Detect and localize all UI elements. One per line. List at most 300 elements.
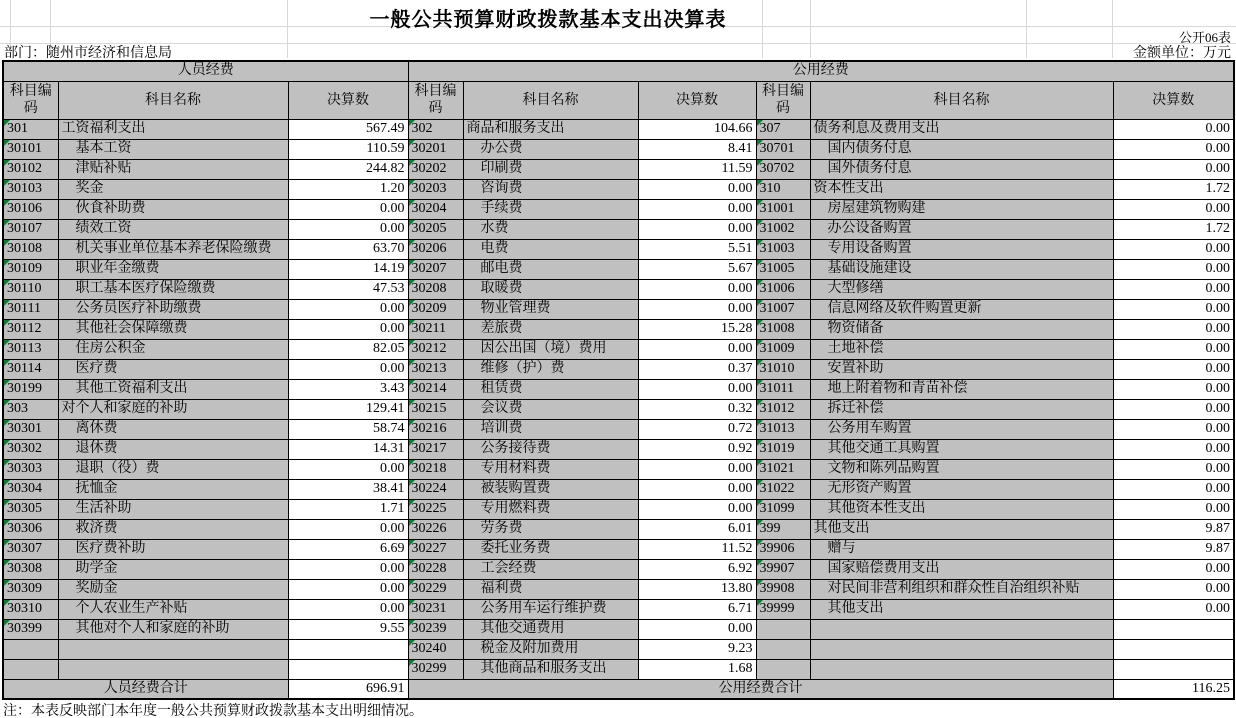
subject-name-cell[interactable]: 离休费 <box>58 419 288 439</box>
subject-code-cell[interactable]: 31001 <box>756 199 810 219</box>
subject-code-cell[interactable] <box>3 659 58 679</box>
table-row <box>3 119 1234 139</box>
amount-cell[interactable]: 0.00 <box>288 299 408 319</box>
subject-code-cell[interactable]: 30207 <box>408 259 463 279</box>
subject-name-cell[interactable]: 救济费 <box>58 519 288 539</box>
footnote: 注：本表反映部门本年度一般公共预算财政拨款基本支出明细情况。 <box>3 704 423 718</box>
amount-cell[interactable]: 0.00 <box>638 179 756 199</box>
subject-name-cell[interactable]: 拆迁补偿 <box>810 399 1113 419</box>
subject-name-cell[interactable]: 公务用车运行维护费 <box>463 599 638 619</box>
amount-cell[interactable]: 5.67 <box>638 259 756 279</box>
col-header-name[interactable]: 科目名称 <box>58 81 288 119</box>
subject-code-cell[interactable]: 30299 <box>408 659 463 679</box>
subject-code-cell[interactable]: 30702 <box>756 159 810 179</box>
subject-name-cell[interactable]: 抚恤金 <box>58 479 288 499</box>
amount-cell[interactable]: 0.00 <box>1113 459 1234 479</box>
subject-name-cell[interactable]: 其他资本性支出 <box>810 499 1113 519</box>
amount-cell[interactable]: 0.00 <box>288 359 408 379</box>
col-header-code[interactable]: 科目编码 <box>3 81 58 119</box>
subject-code-cell[interactable]: 30201 <box>408 139 463 159</box>
subject-code-cell[interactable]: 30224 <box>408 479 463 499</box>
table-row <box>3 439 1234 459</box>
subject-code-cell[interactable]: 30211 <box>408 319 463 339</box>
amount-cell[interactable]: 1.72 <box>1113 219 1234 239</box>
subject-name-cell[interactable]: 其他交通费用 <box>463 619 638 639</box>
amount-cell[interactable]: 0.00 <box>1113 359 1234 379</box>
subject-name-cell[interactable]: 职工基本医疗保险缴费 <box>58 279 288 299</box>
amount-cell[interactable]: 0.00 <box>1113 299 1234 319</box>
table-row <box>3 259 1234 279</box>
amount-cell[interactable]: 0.00 <box>638 219 756 239</box>
table-row <box>3 479 1234 499</box>
subject-name-cell[interactable]: 手续费 <box>463 199 638 219</box>
amount-cell[interactable]: 567.49 <box>288 119 408 139</box>
subject-name-cell[interactable]: 税金及附加费用 <box>463 639 638 659</box>
subject-code-cell[interactable]: 30308 <box>3 559 58 579</box>
table-row <box>3 219 1234 239</box>
amount-cell[interactable]: 0.00 <box>1113 339 1234 359</box>
subject-name-cell[interactable]: 差旅费 <box>463 319 638 339</box>
subject-name-cell[interactable]: 水费 <box>463 219 638 239</box>
subject-name-cell[interactable]: 国家赔偿费用支出 <box>810 559 1113 579</box>
subject-name-cell[interactable]: 因公出国（境）费用 <box>463 339 638 359</box>
subject-code-cell[interactable]: 39906 <box>756 539 810 559</box>
subject-name-cell[interactable]: 租赁费 <box>463 379 638 399</box>
subject-code-cell[interactable]: 30302 <box>3 439 58 459</box>
subject-code-cell[interactable]: 39999 <box>756 599 810 619</box>
subject-code-cell[interactable]: 31013 <box>756 419 810 439</box>
subject-name-cell[interactable]: 基础设施建设 <box>810 259 1113 279</box>
amount-cell[interactable]: 9.87 <box>1113 519 1234 539</box>
amount-cell[interactable]: 0.00 <box>288 319 408 339</box>
amount-cell[interactable]: 11.52 <box>638 539 756 559</box>
subject-code-cell[interactable]: 310 <box>756 179 810 199</box>
subject-code-cell[interactable]: 30306 <box>3 519 58 539</box>
subject-code-cell[interactable]: 31099 <box>756 499 810 519</box>
table-row <box>3 579 1234 599</box>
amount-cell[interactable]: 0.00 <box>288 519 408 539</box>
subject-name-cell[interactable]: 信息网络及软件购置更新 <box>810 299 1113 319</box>
subject-code-cell[interactable]: 31022 <box>756 479 810 499</box>
subject-code-cell[interactable]: 30112 <box>3 319 58 339</box>
subject-name-cell[interactable] <box>810 659 1113 679</box>
subject-name-cell[interactable]: 电费 <box>463 239 638 259</box>
amount-cell[interactable]: 0.37 <box>638 359 756 379</box>
table-row <box>3 199 1234 219</box>
subject-code-cell[interactable]: 30114 <box>3 359 58 379</box>
table-row <box>3 559 1234 579</box>
subject-code-cell[interactable]: 307 <box>756 119 810 139</box>
amount-cell[interactable]: 63.70 <box>288 239 408 259</box>
amount-cell[interactable]: 9.87 <box>1113 539 1234 559</box>
amount-cell[interactable]: 6.69 <box>288 539 408 559</box>
subject-code-cell[interactable]: 301 <box>3 119 58 139</box>
table-row <box>3 399 1234 419</box>
totals-row <box>3 679 1234 699</box>
subject-code-cell[interactable] <box>756 659 810 679</box>
subject-code-cell[interactable]: 399 <box>756 519 810 539</box>
subject-code-cell[interactable]: 31010 <box>756 359 810 379</box>
amount-cell[interactable]: 0.00 <box>1113 379 1234 399</box>
subject-code-cell[interactable]: 31007 <box>756 299 810 319</box>
subject-code-cell[interactable]: 30301 <box>3 419 58 439</box>
subject-code-cell[interactable]: 30217 <box>408 439 463 459</box>
subject-code-cell[interactable]: 30214 <box>408 379 463 399</box>
amount-cell[interactable]: 0.00 <box>1113 239 1234 259</box>
subject-name-cell[interactable]: 专用燃料费 <box>463 499 638 519</box>
subject-code-cell[interactable]: 30304 <box>3 479 58 499</box>
subject-name-cell[interactable]: 对个人和家庭的补助 <box>58 399 288 419</box>
subject-code-cell[interactable]: 30701 <box>756 139 810 159</box>
subject-name-cell[interactable]: 大型修缮 <box>810 279 1113 299</box>
table-row <box>3 339 1234 359</box>
subject-code-cell[interactable]: 30102 <box>3 159 58 179</box>
amount-cell[interactable]: 0.00 <box>1113 479 1234 499</box>
subject-name-cell[interactable]: 专用材料费 <box>463 459 638 479</box>
amount-cell[interactable] <box>1113 659 1234 679</box>
table-row <box>3 519 1234 539</box>
subject-code-cell[interactable] <box>756 639 810 659</box>
personnel-total-label[interactable]: 人员经费合计 <box>3 679 288 699</box>
subject-code-cell[interactable]: 30106 <box>3 199 58 219</box>
subject-code-cell[interactable]: 39907 <box>756 559 810 579</box>
subject-name-cell[interactable]: 基本工资 <box>58 139 288 159</box>
table-row <box>3 639 1234 659</box>
col-header-code[interactable]: 科目编码 <box>756 81 810 119</box>
amount-cell[interactable]: 0.00 <box>1113 139 1234 159</box>
amount-cell[interactable]: 0.00 <box>1113 439 1234 459</box>
subject-name-cell[interactable]: 生活补助 <box>58 499 288 519</box>
subject-name-cell[interactable] <box>58 659 288 679</box>
subject-code-cell[interactable]: 31002 <box>756 219 810 239</box>
subject-code-cell[interactable]: 30218 <box>408 459 463 479</box>
subject-code-cell[interactable]: 30307 <box>3 539 58 559</box>
subject-code-cell[interactable]: 31012 <box>756 399 810 419</box>
subject-code-cell[interactable]: 30216 <box>408 419 463 439</box>
subject-name-cell[interactable]: 奖金 <box>58 179 288 199</box>
doc-code-label: 公开06表 <box>1178 30 1231 45</box>
amount-cell[interactable]: 1.72 <box>1113 179 1234 199</box>
subject-name-cell[interactable]: 维修（护）费 <box>463 359 638 379</box>
subject-code-cell[interactable]: 30208 <box>408 279 463 299</box>
amount-cell[interactable]: 0.00 <box>288 459 408 479</box>
amount-cell[interactable]: 47.53 <box>288 279 408 299</box>
subject-name-cell[interactable]: 其他对个人和家庭的补助 <box>58 619 288 639</box>
subject-code-cell[interactable]: 30240 <box>408 639 463 659</box>
subject-name-cell[interactable]: 住房公积金 <box>58 339 288 359</box>
personnel-total-value[interactable]: 696.91 <box>288 679 408 699</box>
subject-code-cell[interactable]: 30228 <box>408 559 463 579</box>
amount-unit-label: 金额单位：万元 <box>1133 46 1231 61</box>
table-row <box>3 499 1234 519</box>
amount-cell[interactable]: 58.74 <box>288 419 408 439</box>
subject-code-cell[interactable]: 30212 <box>408 339 463 359</box>
amount-cell[interactable] <box>1113 619 1234 639</box>
subject-name-cell[interactable]: 物业管理费 <box>463 299 638 319</box>
subject-name-cell[interactable]: 伙食补助费 <box>58 199 288 219</box>
amount-cell[interactable]: 0.00 <box>288 579 408 599</box>
subject-code-cell[interactable]: 31019 <box>756 439 810 459</box>
subject-code-cell[interactable]: 31021 <box>756 459 810 479</box>
amount-cell[interactable] <box>1113 639 1234 659</box>
gridline <box>0 43 1236 44</box>
subject-code-cell[interactable]: 30310 <box>3 599 58 619</box>
subject-name-cell[interactable]: 被装购置费 <box>463 479 638 499</box>
subject-code-cell[interactable]: 31006 <box>756 279 810 299</box>
subject-code-cell[interactable]: 31005 <box>756 259 810 279</box>
subject-code-cell[interactable]: 39908 <box>756 579 810 599</box>
subject-name-cell[interactable]: 医疗费 <box>58 359 288 379</box>
subject-code-cell[interactable]: 31009 <box>756 339 810 359</box>
subject-name-cell[interactable]: 职业年金缴费 <box>58 259 288 279</box>
amount-cell[interactable]: 1.68 <box>638 659 756 679</box>
subject-code-cell[interactable]: 30209 <box>408 299 463 319</box>
amount-cell[interactable]: 14.31 <box>288 439 408 459</box>
subject-name-cell[interactable]: 文物和陈列品购置 <box>810 459 1113 479</box>
table-row <box>3 659 1234 679</box>
subject-name-cell[interactable]: 办公设备购置 <box>810 219 1113 239</box>
subject-code-cell[interactable]: 302 <box>408 119 463 139</box>
subject-code-cell[interactable]: 30206 <box>408 239 463 259</box>
amount-cell[interactable]: 0.00 <box>638 299 756 319</box>
public-total-value[interactable]: 116.25 <box>1113 679 1234 699</box>
subject-name-cell[interactable]: 资本性支出 <box>810 179 1113 199</box>
subject-name-cell[interactable]: 国外债务付息 <box>810 159 1113 179</box>
amount-cell[interactable]: 0.00 <box>638 479 756 499</box>
amount-cell[interactable]: 0.92 <box>638 439 756 459</box>
subject-name-cell[interactable] <box>810 619 1113 639</box>
subject-name-cell[interactable]: 公务员医疗补助缴费 <box>58 299 288 319</box>
subject-code-cell[interactable]: 30305 <box>3 499 58 519</box>
col-header-amount[interactable]: 决算数 <box>288 81 408 119</box>
amount-cell[interactable]: 0.00 <box>1113 579 1234 599</box>
subject-name-cell[interactable]: 劳务费 <box>463 519 638 539</box>
amount-cell[interactable]: 3.43 <box>288 379 408 399</box>
subject-name-cell[interactable]: 其他支出 <box>810 599 1113 619</box>
public-total-label[interactable]: 公用经费合计 <box>408 679 1113 699</box>
amount-cell[interactable]: 8.41 <box>638 139 756 159</box>
subject-code-cell[interactable] <box>3 639 58 659</box>
subject-code-cell[interactable]: 30113 <box>3 339 58 359</box>
amount-cell[interactable]: 0.00 <box>1113 319 1234 339</box>
amount-cell[interactable]: 6.71 <box>638 599 756 619</box>
subject-name-cell[interactable]: 商品和服务支出 <box>463 119 638 139</box>
table-row <box>3 539 1234 559</box>
subject-name-cell[interactable]: 委托业务费 <box>463 539 638 559</box>
subject-code-cell[interactable]: 30108 <box>3 239 58 259</box>
subject-name-cell[interactable] <box>810 639 1113 659</box>
amount-cell[interactable] <box>288 639 408 659</box>
col-header-amount[interactable]: 决算数 <box>1113 81 1234 119</box>
subject-name-cell[interactable]: 奖励金 <box>58 579 288 599</box>
group-header-personnel[interactable]: 人员经费 <box>3 61 408 81</box>
subject-name-cell[interactable]: 其他商品和服务支出 <box>463 659 638 679</box>
amount-cell[interactable]: 0.00 <box>638 499 756 519</box>
subject-name-cell[interactable]: 物资储备 <box>810 319 1113 339</box>
subject-code-cell[interactable]: 30107 <box>3 219 58 239</box>
col-header-code[interactable]: 科目编码 <box>408 81 463 119</box>
col-header-amount[interactable]: 决算数 <box>638 81 756 119</box>
subject-name-cell[interactable]: 公务用车购置 <box>810 419 1113 439</box>
table-row <box>3 239 1234 259</box>
subject-name-cell[interactable]: 土地补偿 <box>810 339 1113 359</box>
amount-cell[interactable]: 0.00 <box>1113 599 1234 619</box>
subject-code-cell[interactable]: 30239 <box>408 619 463 639</box>
subject-code-cell[interactable]: 30204 <box>408 199 463 219</box>
amount-cell[interactable]: 0.00 <box>638 459 756 479</box>
subject-name-cell[interactable]: 国内债务付息 <box>810 139 1113 159</box>
amount-cell[interactable]: 110.59 <box>288 139 408 159</box>
subject-name-cell[interactable]: 地上附着物和青苗补偿 <box>810 379 1113 399</box>
subject-code-cell[interactable]: 30231 <box>408 599 463 619</box>
amount-cell[interactable]: 82.05 <box>288 339 408 359</box>
amount-cell[interactable]: 0.00 <box>288 559 408 579</box>
table-row <box>3 379 1234 399</box>
subject-name-cell[interactable]: 个人农业生产补贴 <box>58 599 288 619</box>
subject-name-cell[interactable]: 工资福利支出 <box>58 119 288 139</box>
subject-name-cell[interactable]: 福利费 <box>463 579 638 599</box>
subject-code-cell[interactable]: 30111 <box>3 299 58 319</box>
amount-cell[interactable]: 0.00 <box>638 279 756 299</box>
amount-cell[interactable]: 6.01 <box>638 519 756 539</box>
subject-code-cell[interactable]: 30101 <box>3 139 58 159</box>
amount-cell[interactable]: 0.00 <box>638 199 756 219</box>
amount-cell[interactable]: 0.00 <box>288 199 408 219</box>
group-header-public[interactable]: 公用经费 <box>408 61 1234 81</box>
amount-cell[interactable]: 0.00 <box>1113 259 1234 279</box>
amount-cell[interactable]: 104.66 <box>638 119 756 139</box>
amount-cell[interactable]: 1.20 <box>288 179 408 199</box>
amount-cell[interactable]: 9.23 <box>638 639 756 659</box>
amount-cell[interactable]: 0.00 <box>1113 279 1234 299</box>
subject-name-cell[interactable]: 债务利息及费用支出 <box>810 119 1113 139</box>
subject-code-cell[interactable]: 30229 <box>408 579 463 599</box>
amount-cell[interactable]: 13.80 <box>638 579 756 599</box>
subject-name-cell[interactable]: 对民间非营利组织和群众性自治组织补贴 <box>810 579 1113 599</box>
subject-name-cell[interactable]: 绩效工资 <box>58 219 288 239</box>
subject-code-cell[interactable]: 30226 <box>408 519 463 539</box>
amount-cell[interactable]: 0.00 <box>638 339 756 359</box>
subject-name-cell[interactable]: 会议费 <box>463 399 638 419</box>
col-header-name[interactable]: 科目名称 <box>463 81 638 119</box>
subject-name-cell[interactable]: 津贴补贴 <box>58 159 288 179</box>
amount-cell[interactable]: 0.00 <box>1113 499 1234 519</box>
subject-name-cell[interactable]: 办公费 <box>463 139 638 159</box>
amount-cell[interactable]: 0.00 <box>1113 419 1234 439</box>
table-row <box>3 419 1234 439</box>
subject-code-cell[interactable]: 30227 <box>408 539 463 559</box>
amount-cell[interactable]: 0.00 <box>288 599 408 619</box>
subject-name-cell[interactable]: 机关事业单位基本养老保险缴费 <box>58 239 288 259</box>
amount-cell[interactable]: 9.55 <box>288 619 408 639</box>
table-row <box>3 139 1234 159</box>
amount-cell[interactable]: 0.00 <box>288 219 408 239</box>
amount-cell[interactable] <box>288 659 408 679</box>
subject-name-cell[interactable]: 房屋建筑物购建 <box>810 199 1113 219</box>
table-row <box>3 599 1234 619</box>
amount-cell[interactable]: 15.28 <box>638 319 756 339</box>
amount-cell[interactable]: 11.59 <box>638 159 756 179</box>
amount-cell[interactable]: 0.00 <box>1113 199 1234 219</box>
amount-cell[interactable]: 0.00 <box>1113 559 1234 579</box>
table-row <box>3 359 1234 379</box>
subject-code-cell[interactable]: 30225 <box>408 499 463 519</box>
subject-code-cell[interactable]: 30205 <box>408 219 463 239</box>
subject-code-cell[interactable]: 303 <box>3 399 58 419</box>
amount-cell[interactable]: 1.71 <box>288 499 408 519</box>
group-header-row <box>3 61 1234 81</box>
amount-cell[interactable]: 0.00 <box>1113 119 1234 139</box>
amount-cell[interactable]: 244.82 <box>288 159 408 179</box>
subject-code-cell[interactable]: 30202 <box>408 159 463 179</box>
amount-cell[interactable]: 0.00 <box>1113 159 1234 179</box>
subject-name-cell[interactable]: 取暖费 <box>463 279 638 299</box>
subject-name-cell[interactable]: 助学金 <box>58 559 288 579</box>
subject-name-cell[interactable]: 医疗费补助 <box>58 539 288 559</box>
subject-name-cell[interactable]: 其他社会保障缴费 <box>58 319 288 339</box>
table-row <box>3 159 1234 179</box>
subject-code-cell[interactable]: 30109 <box>3 259 58 279</box>
table-row <box>3 279 1234 299</box>
subject-name-cell[interactable]: 专用设备购置 <box>810 239 1113 259</box>
subject-code-cell[interactable]: 31011 <box>756 379 810 399</box>
budget-table <box>2 60 1235 700</box>
page-title: 一般公共预算财政拨款基本支出决算表 <box>369 9 727 31</box>
subject-name-cell[interactable]: 邮电费 <box>463 259 638 279</box>
amount-cell[interactable]: 5.51 <box>638 239 756 259</box>
subject-name-cell[interactable]: 退休费 <box>58 439 288 459</box>
col-header-name[interactable]: 科目名称 <box>810 81 1113 119</box>
subject-name-cell[interactable]: 退职（役）费 <box>58 459 288 479</box>
subject-code-cell[interactable]: 31008 <box>756 319 810 339</box>
table-row <box>3 299 1234 319</box>
subject-name-cell[interactable]: 印刷费 <box>463 159 638 179</box>
amount-cell[interactable]: 6.92 <box>638 559 756 579</box>
subject-code-cell[interactable]: 30203 <box>408 179 463 199</box>
subject-code-cell[interactable]: 30215 <box>408 399 463 419</box>
subject-name-cell[interactable]: 咨询费 <box>463 179 638 199</box>
subject-code-cell[interactable]: 30399 <box>3 619 58 639</box>
subject-code-cell[interactable]: 30213 <box>408 359 463 379</box>
subject-name-cell[interactable]: 其他支出 <box>810 519 1113 539</box>
subject-name-cell[interactable]: 其他交通工具购置 <box>810 439 1113 459</box>
amount-cell[interactable]: 14.19 <box>288 259 408 279</box>
subject-code-cell[interactable]: 30110 <box>3 279 58 299</box>
subject-code-cell[interactable]: 30309 <box>3 579 58 599</box>
subject-name-cell[interactable]: 公务接待费 <box>463 439 638 459</box>
subject-code-cell[interactable]: 30303 <box>3 459 58 479</box>
amount-cell[interactable]: 0.00 <box>638 379 756 399</box>
subject-code-cell[interactable]: 30199 <box>3 379 58 399</box>
subject-code-cell[interactable]: 30103 <box>3 179 58 199</box>
subject-code-cell[interactable]: 31003 <box>756 239 810 259</box>
amount-cell[interactable]: 0.32 <box>638 399 756 419</box>
subject-name-cell[interactable]: 培训费 <box>463 419 638 439</box>
amount-cell[interactable]: 0.00 <box>638 619 756 639</box>
subject-name-cell[interactable]: 无形资产购置 <box>810 479 1113 499</box>
table-row <box>3 459 1234 479</box>
amount-cell[interactable]: 0.00 <box>1113 399 1234 419</box>
subject-name-cell[interactable] <box>58 639 288 659</box>
amount-cell[interactable]: 0.72 <box>638 419 756 439</box>
amount-cell[interactable]: 129.41 <box>288 399 408 419</box>
amount-cell[interactable]: 38.41 <box>288 479 408 499</box>
subject-code-cell[interactable] <box>756 619 810 639</box>
subject-name-cell[interactable]: 其他工资福利支出 <box>58 379 288 399</box>
subject-name-cell[interactable]: 工会经费 <box>463 559 638 579</box>
subject-name-cell[interactable]: 安置补助 <box>810 359 1113 379</box>
subject-name-cell[interactable]: 赠与 <box>810 539 1113 559</box>
